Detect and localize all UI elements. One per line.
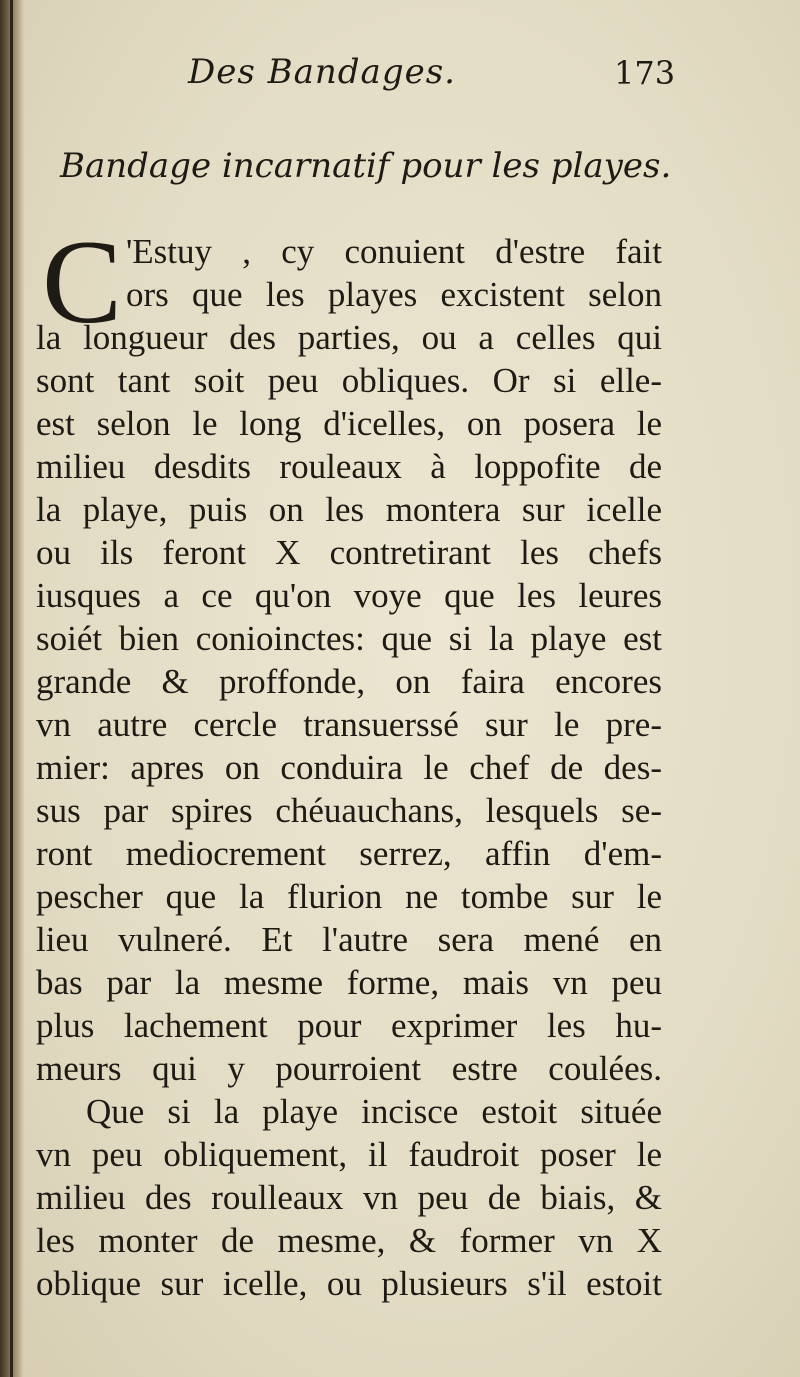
text-line: plus lachement pour exprimer les hu- [36, 1006, 662, 1045]
text-line: ors que les playes excistent selon [126, 275, 662, 314]
text-line: meurs qui y pourroient estre coulées. [36, 1049, 662, 1088]
text-line: ou ils feront X contretirant les chefs [36, 533, 662, 572]
drop-cap: C [42, 215, 123, 348]
text-line: la playe, puis on les montera sur icelle [36, 490, 662, 529]
text-line: lieu vulneré. Et l'autre sera mené en [36, 920, 662, 959]
text-line: 'Estuy , cy conuient d'estre fait [126, 232, 662, 271]
text-line: ront mediocrement serrez, affin d'em- [36, 834, 662, 873]
text-line: les monter de mesme, & former vn X [36, 1221, 662, 1260]
text-line: oblique sur icelle, ou plusieurs s'il estoit [36, 1264, 662, 1303]
text-line: la longueur des parties, ou a celles qui [36, 318, 662, 357]
text-line: sus par spires chéuauchans, lesquels se- [36, 791, 662, 830]
text-line: grande & proffonde, on faira encores [36, 662, 662, 701]
text-line: Que si la playe incisce estoit située [86, 1092, 662, 1131]
text-line: sont tant soit peu obliques. Or si elle- [36, 361, 662, 400]
text-line: milieu des roulleaux vn peu de biais, & [36, 1178, 662, 1217]
page-number: 173 [614, 54, 676, 92]
running-head-title: Des Bandages. [188, 52, 456, 92]
text-line: pescher que la flurion ne tombe sur le [36, 877, 662, 916]
text-line: iusques a ce qu'on voye que les leures [36, 576, 662, 615]
text-line: bas par la mesme forme, mais vn peu [36, 963, 662, 1002]
text-line: vn peu obliquement, il faudroit poser le [36, 1135, 662, 1174]
text-line: est selon le long d'icelles, on posera le [36, 404, 662, 443]
text-line: milieu desdits rouleaux à loppofite de [36, 447, 662, 486]
text-line: soiét bien conioinctes: que si la playe est [36, 619, 662, 658]
text-line: vn autre cercle transuerssé sur le pre- [36, 705, 662, 744]
section-title: Bandage incarnatif pour les playes. [60, 146, 672, 186]
text-line: mier: apres on conduira le chef de des- [36, 748, 662, 787]
